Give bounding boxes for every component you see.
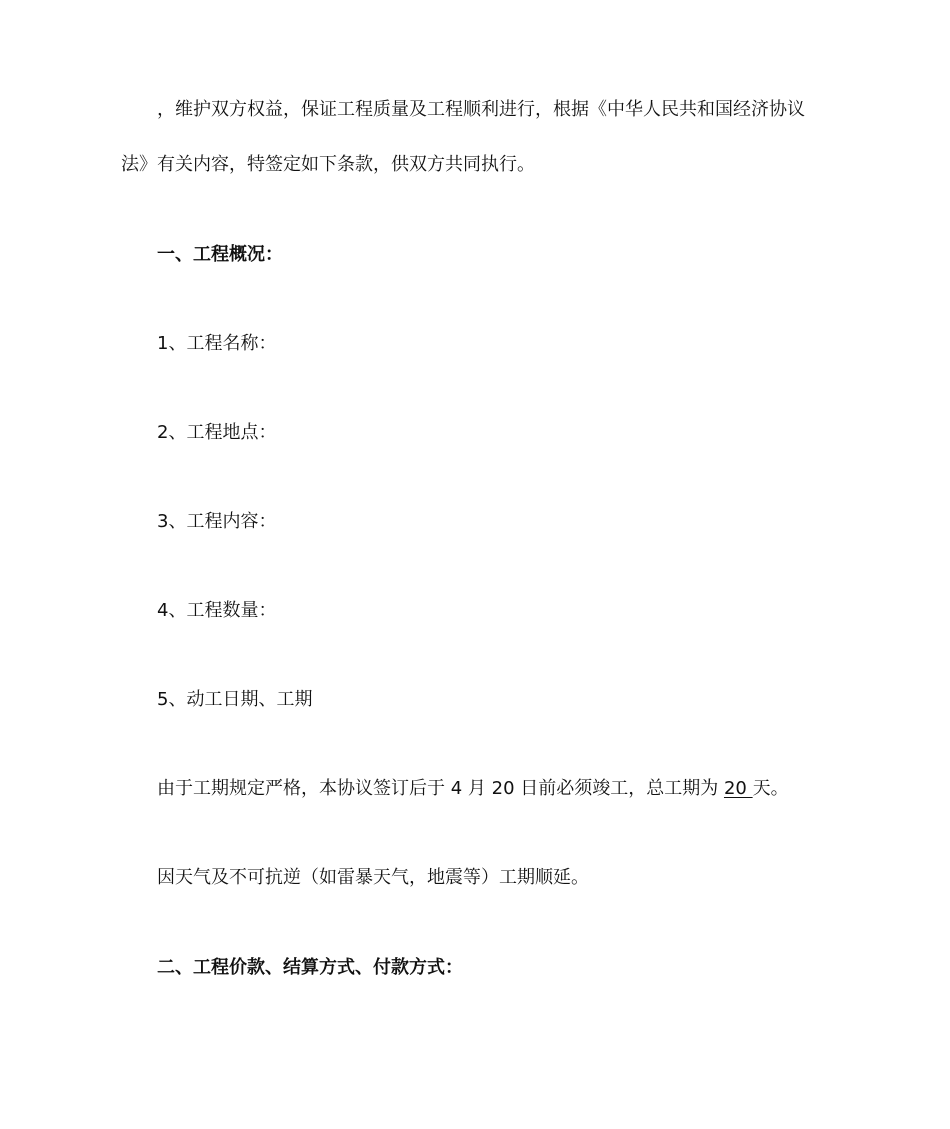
schedule-text-after: 天。 [752, 778, 789, 799]
project-name-item: 1、工程名称： [157, 333, 277, 354]
project-location-item: 2、工程地点： [157, 422, 277, 443]
section-1-heading: 一、工程概况： [157, 244, 283, 265]
schedule-paragraph [157, 777, 789, 801]
project-quantity-item: 4、工程数量： [157, 600, 277, 621]
start-date-duration-item: 5、动工日期、工期 [157, 689, 313, 710]
schedule-text-before: 由于工期规定严格，本协议签订后于 4 月 20 日前必须竣工，总工期为 [157, 778, 724, 799]
intro-paragraph-line-2: 法》有关内容，特签定如下条款，供双方共同执行。 [121, 154, 535, 175]
total-days-value: 20 [723, 778, 753, 799]
section-2-heading: 二、工程价款、结算方式、付款方式： [157, 957, 463, 978]
project-content-item: 3、工程内容： [157, 511, 277, 532]
intro-paragraph-line-1: ，维护双方权益，保证工程质量及工程顺利进行，根据《中华人民共和国经济协议 [157, 99, 805, 120]
weather-delay-paragraph: 因天气及不可抗逆（如雷暴天气，地震等）工期顺延。 [157, 867, 589, 888]
